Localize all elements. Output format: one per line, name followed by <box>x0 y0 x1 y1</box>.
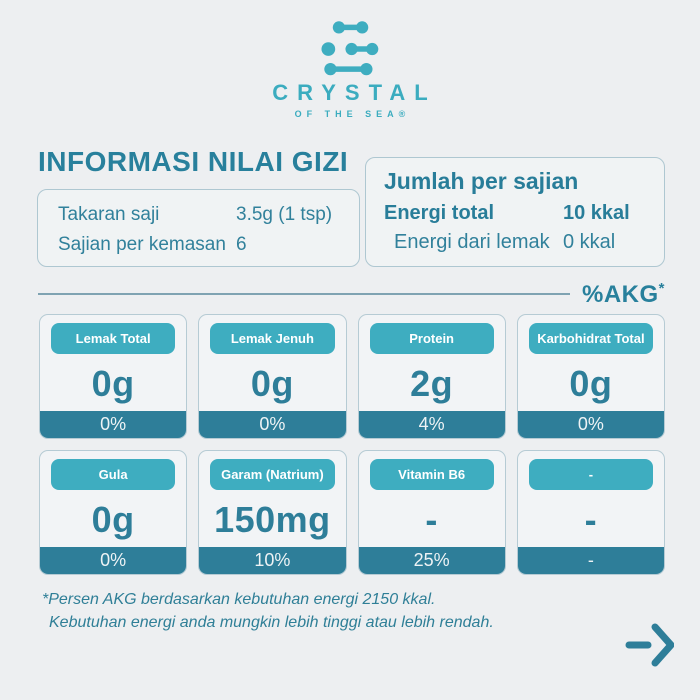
footnote <box>42 588 494 634</box>
per-serving-box <box>365 157 665 267</box>
nutrient-akg-percent: 0% <box>40 411 186 438</box>
nutrient-amount: 0g <box>91 362 135 404</box>
nutrient-amount: 150mg <box>214 498 331 540</box>
nutrient-name-pill: Garam (Natrium) <box>210 459 334 490</box>
servings-per-pack-row <box>58 230 359 260</box>
akg-heading-text: %AKG <box>581 280 659 308</box>
akg-footnote-mark: * <box>658 279 665 297</box>
nutrient-akg-percent: 0% <box>518 411 664 438</box>
nutrient-card-vitamin-b6 <box>358 450 506 575</box>
brand-name: CRYSTAL <box>272 80 437 105</box>
nutrient-card-protein <box>358 314 506 439</box>
next-arrow-button[interactable] <box>622 618 676 672</box>
nutrient-card-empty <box>517 450 665 575</box>
serving-info-box <box>37 189 360 267</box>
nutrient-amount: - <box>425 498 438 540</box>
nutrient-name-pill: Lemak Total <box>51 323 175 354</box>
arrow-right-icon <box>624 622 674 668</box>
nutrient-name-pill: Vitamin B6 <box>370 459 494 490</box>
nutrient-akg-percent: 0% <box>40 547 186 574</box>
nutrient-akg-percent: - <box>518 547 664 574</box>
nutrient-card-karbohidrat-total <box>517 314 665 439</box>
nutrient-amount: 0g <box>250 362 294 404</box>
nutrient-name-pill: Lemak Jenuh <box>210 323 334 354</box>
brand-tagline: OF THE SEA® <box>294 109 411 119</box>
nutrient-name-pill: - <box>529 459 653 490</box>
footnote-line-2: Kebutuhan energi anda mungkin lebih tinggi atau lebih rendah. <box>49 614 494 631</box>
nutrient-akg-percent: 4% <box>359 411 505 438</box>
molecule-dots-icon <box>321 20 379 76</box>
nutrient-amount: 0g <box>569 362 613 404</box>
divider-line <box>38 293 570 295</box>
serving-size-row <box>58 200 359 230</box>
nutrient-card-garam-natrium <box>198 450 346 575</box>
nutrient-akg-percent: 10% <box>199 547 345 574</box>
servings-per-pack-value: 6 <box>236 234 247 255</box>
brand-logo <box>0 20 700 119</box>
energy-total-value: 10 kkal <box>563 202 630 224</box>
nutrient-name-pill: Protein <box>370 323 494 354</box>
energy-total-row <box>384 199 651 228</box>
servings-per-pack-label: Sajian per kemasan <box>58 234 226 255</box>
energy-total-label: Energi total <box>384 202 495 224</box>
nutrient-akg-percent: 25% <box>359 547 505 574</box>
energy-from-fat-value: 0 kkal <box>563 231 616 253</box>
nutrient-card-lemak-jenuh <box>198 314 346 439</box>
energy-from-fat-row <box>384 228 651 257</box>
akg-divider <box>38 279 665 309</box>
nutrient-name-pill: Karbohidrat Total <box>529 323 653 354</box>
akg-heading <box>582 280 665 309</box>
nutrient-amount: - <box>584 498 598 540</box>
page-title: INFORMASI NILAI GIZI <box>38 146 349 177</box>
footnote-line-1: *Persen AKG berdasarkan kebutuhan energi 2150 kkal. <box>42 591 436 608</box>
energy-from-fat-label: Energi dari lemak <box>394 231 550 253</box>
per-serving-title: Jumlah per sajian <box>384 168 579 194</box>
nutrient-akg-percent: 0% <box>199 411 345 438</box>
nutrient-name-pill: Gula <box>51 459 175 490</box>
nutrient-amount: 0g <box>91 498 135 540</box>
nutrient-card-lemak-total <box>39 314 187 439</box>
serving-size-label: Takaran saji <box>58 204 160 225</box>
nutrient-card-gula <box>39 450 187 575</box>
nutrient-grid <box>39 314 665 575</box>
serving-size-value: 3.5g (1 tsp) <box>236 204 333 225</box>
nutrient-amount: 2g <box>410 362 454 404</box>
